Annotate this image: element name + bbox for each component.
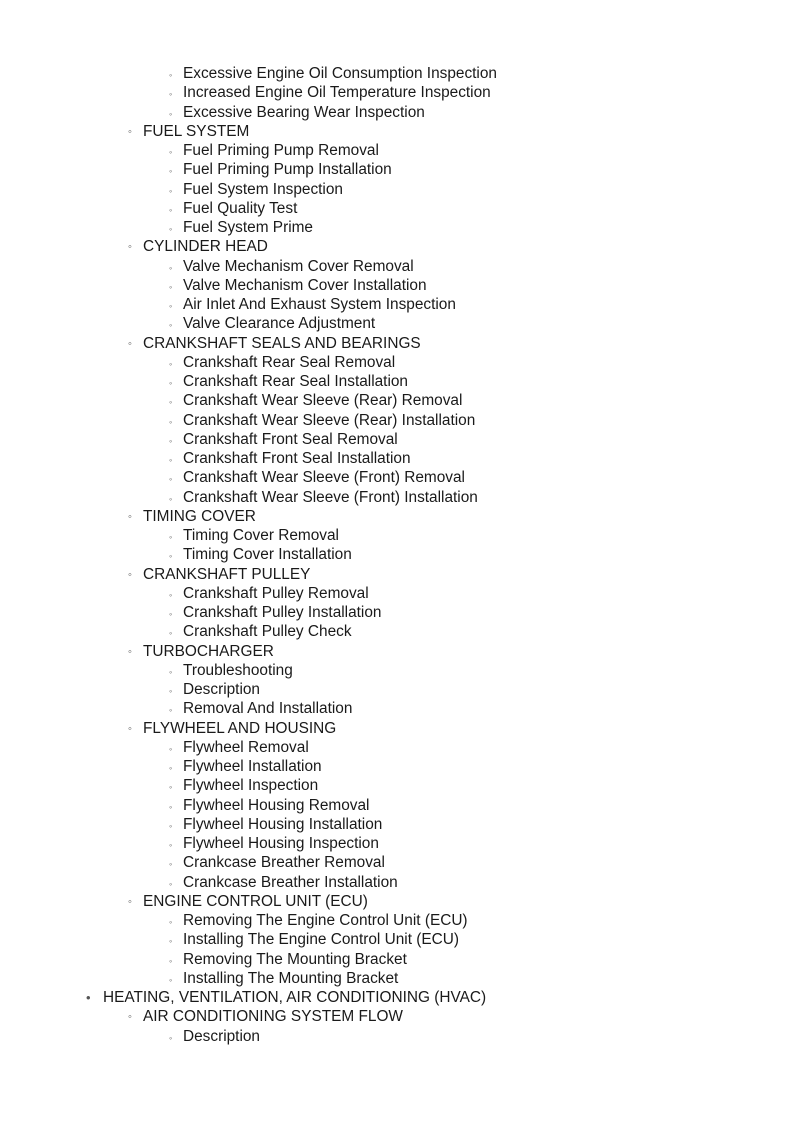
bullet-icon: ◦ bbox=[169, 917, 173, 927]
toc-entry bbox=[0, 218, 794, 237]
toc-entry-label: HEATING, VENTILATION, AIR CONDITIONING (HVAC) bbox=[103, 989, 487, 1006]
bullet-icon: ◦ bbox=[169, 820, 173, 831]
toc-entry-label: AIR CONDITIONING SYSTEM FLOW bbox=[143, 1008, 403, 1026]
toc-entry bbox=[0, 83, 794, 102]
toc-entry-label: Crankshaft Rear Seal Installation bbox=[183, 373, 408, 390]
toc-entry-label: CRANKSHAFT SEALS AND BEARINGS bbox=[143, 334, 421, 352]
bullet-icon: ◦ bbox=[169, 974, 173, 985]
bullet-icon: ◦ bbox=[169, 763, 173, 773]
toc-entry bbox=[0, 430, 794, 449]
toc-entry bbox=[0, 276, 794, 295]
bullet-icon: ◦ bbox=[169, 782, 173, 793]
toc-entry-label: Flywheel Removal bbox=[183, 738, 309, 756]
bullet-icon: ◦ bbox=[169, 262, 173, 273]
toc-entry-label: Fuel Priming Pump Removal bbox=[183, 142, 379, 159]
toc-entry bbox=[0, 680, 794, 699]
toc-entry bbox=[0, 545, 794, 564]
toc-entry-label: Crankshaft Wear Sleeve (Front) Removal bbox=[183, 469, 465, 487]
toc-entry bbox=[0, 853, 794, 872]
bullet-icon: ◦ bbox=[169, 666, 173, 677]
toc-subsection bbox=[0, 334, 794, 353]
toc-entry-label: Crankshaft Wear Sleeve (Front) Installation bbox=[183, 488, 478, 506]
bullet-icon: ◦ bbox=[169, 358, 173, 369]
bullet-icon: ◦ bbox=[169, 204, 173, 215]
toc-entry bbox=[0, 103, 794, 122]
bullet-icon: ◦ bbox=[169, 743, 173, 754]
bullet-icon: ◦ bbox=[128, 241, 132, 254]
toc-subsection bbox=[0, 719, 794, 738]
toc-entry-label: Flywheel Housing Installation bbox=[183, 815, 383, 833]
bullet-icon: ◦ bbox=[169, 301, 173, 311]
bullet-icon: ◦ bbox=[128, 722, 132, 735]
toc-entry-label: Fuel Quality Test bbox=[183, 199, 298, 217]
toc-entry-label: Crankshaft Front Seal Installation bbox=[183, 450, 411, 467]
toc-entry-label: Fuel System Inspection bbox=[183, 180, 343, 198]
toc-entry-label: Removal And Installation bbox=[183, 700, 353, 718]
toc-entry-label: Valve Mechanism Cover Removal bbox=[183, 257, 414, 275]
toc-entry bbox=[0, 1027, 794, 1046]
toc-entry bbox=[0, 411, 794, 430]
bullet-icon: ◦ bbox=[169, 435, 173, 446]
bullet-icon: ◦ bbox=[169, 108, 173, 119]
toc-entry-label: CRANKSHAFT PULLEY bbox=[143, 565, 311, 583]
toc-entry bbox=[0, 314, 794, 333]
toc-entry bbox=[0, 834, 794, 853]
bullet-icon: ◦ bbox=[169, 224, 173, 234]
toc-entry bbox=[0, 757, 794, 776]
toc-entry-label: Valve Mechanism Cover Installation bbox=[183, 276, 427, 294]
toc-entry-label: Fuel System Prime bbox=[183, 219, 313, 236]
bullet-icon: ◦ bbox=[128, 1011, 132, 1024]
toc-entry bbox=[0, 488, 794, 507]
toc-entry-label: Crankshaft Pulley Removal bbox=[183, 584, 369, 602]
toc-entry bbox=[0, 141, 794, 160]
toc-entry bbox=[0, 815, 794, 834]
toc-entry bbox=[0, 353, 794, 372]
bullet-icon: ◦ bbox=[128, 125, 132, 138]
toc-entry-label: Excessive Bearing Wear Inspection bbox=[183, 103, 425, 121]
bullet-icon: ◦ bbox=[169, 493, 173, 504]
toc-entry-label: Flywheel Housing Removal bbox=[183, 796, 370, 814]
toc-subsection bbox=[0, 122, 794, 141]
toc-entry bbox=[0, 526, 794, 545]
bullet-icon: ◦ bbox=[169, 801, 173, 812]
toc-entry-label: TURBOCHARGER bbox=[143, 642, 274, 660]
toc-entry bbox=[0, 64, 794, 83]
toc-subsection bbox=[0, 642, 794, 661]
toc-entry-label: Crankcase Breather Installation bbox=[183, 873, 398, 891]
toc-entry bbox=[0, 468, 794, 487]
bullet-icon: ◦ bbox=[169, 166, 173, 177]
toc-entry-label: Crankshaft Rear Seal Removal bbox=[183, 353, 396, 371]
toc-subsection bbox=[0, 1007, 794, 1026]
toc-entry-label: Crankshaft Wear Sleeve (Rear) Installation bbox=[183, 411, 476, 429]
toc-entry-label: Fuel Priming Pump Installation bbox=[183, 161, 392, 179]
toc-entry bbox=[0, 622, 794, 641]
toc-entry-label: Valve Clearance Adjustment bbox=[183, 315, 376, 333]
bullet-icon: ◦ bbox=[169, 320, 173, 331]
toc-entry bbox=[0, 160, 794, 179]
toc-entry bbox=[0, 257, 794, 276]
toc-entry-label: Description bbox=[183, 1027, 260, 1045]
bullet-icon: ◦ bbox=[169, 70, 173, 80]
toc-entry bbox=[0, 449, 794, 468]
toc-entry-label: Installing The Mounting Bracket bbox=[183, 969, 399, 987]
toc-subsection bbox=[0, 892, 794, 911]
bullet-icon: ◦ bbox=[169, 397, 173, 408]
toc-entry bbox=[0, 950, 794, 969]
bullet-icon: ◦ bbox=[128, 645, 132, 658]
bullet-icon: ◦ bbox=[169, 378, 173, 388]
bullet-icon: ◦ bbox=[128, 337, 132, 350]
toc-entry-label: Troubleshooting bbox=[183, 661, 293, 679]
bullet-icon: ◦ bbox=[169, 686, 173, 696]
bullet-icon: ◦ bbox=[169, 955, 173, 966]
bullet-icon: ◦ bbox=[128, 895, 132, 908]
toc-entry bbox=[0, 699, 794, 718]
toc-entry bbox=[0, 372, 794, 391]
toc-entry-label: Timing Cover Installation bbox=[183, 546, 352, 564]
bullet-icon: ◦ bbox=[128, 510, 132, 523]
bullet-icon: ◦ bbox=[169, 532, 173, 542]
bullet-icon: ◦ bbox=[128, 568, 132, 581]
toc-entry-label: FUEL SYSTEM bbox=[143, 122, 250, 140]
bullet-icon: ◦ bbox=[169, 455, 173, 465]
toc-entry-label: Crankshaft Pulley Check bbox=[183, 623, 352, 641]
toc-entry bbox=[0, 391, 794, 410]
toc-entry-label: Flywheel Installation bbox=[183, 758, 322, 775]
toc-entry bbox=[0, 911, 794, 930]
toc-entry-label: Installing The Engine Control Unit (ECU) bbox=[183, 931, 460, 949]
bullet-icon: ◦ bbox=[169, 89, 173, 100]
toc-entry-label: Crankcase Breather Removal bbox=[183, 854, 385, 872]
toc-entry-label: ENGINE CONTROL UNIT (ECU) bbox=[143, 892, 368, 910]
bullet-icon: ◦ bbox=[169, 416, 173, 427]
toc-entry bbox=[0, 295, 794, 314]
bullet-icon: • bbox=[86, 990, 91, 1005]
toc-entry-label: Crankshaft Front Seal Removal bbox=[183, 430, 398, 448]
toc-entry-label: Description bbox=[183, 681, 260, 698]
bullet-icon: ◦ bbox=[169, 185, 173, 196]
toc-entry-label: Crankshaft Pulley Installation bbox=[183, 604, 382, 621]
bullet-icon: ◦ bbox=[169, 551, 173, 562]
toc-entry-label: Air Inlet And Exhaust System Inspection bbox=[183, 296, 456, 313]
toc-entry bbox=[0, 199, 794, 218]
toc-entry bbox=[0, 661, 794, 680]
toc-entry-label: TIMING COVER bbox=[143, 507, 256, 525]
toc-entry-label: Flywheel Inspection bbox=[183, 777, 319, 795]
toc-entry-label: Removing The Engine Control Unit (ECU) bbox=[183, 912, 468, 929]
toc-entry bbox=[0, 738, 794, 757]
bullet-icon: ◦ bbox=[169, 859, 173, 870]
toc-entry bbox=[0, 796, 794, 815]
bullet-icon: ◦ bbox=[169, 1032, 173, 1043]
toc-subsection bbox=[0, 565, 794, 584]
toc-entry bbox=[0, 180, 794, 199]
bullet-icon: ◦ bbox=[169, 589, 173, 600]
bullet-icon: ◦ bbox=[169, 878, 173, 889]
toc-entry bbox=[0, 969, 794, 988]
toc-entry-label: Increased Engine Oil Temperature Inspection bbox=[183, 84, 491, 102]
bullet-icon: ◦ bbox=[169, 474, 173, 485]
toc-entry-label: CYLINDER HEAD bbox=[143, 238, 268, 256]
toc-entry-label: Excessive Engine Oil Consumption Inspection bbox=[183, 65, 497, 82]
toc-entry bbox=[0, 873, 794, 892]
toc-entry bbox=[0, 584, 794, 603]
table-of-contents bbox=[0, 64, 794, 1046]
bullet-icon: ◦ bbox=[169, 628, 173, 639]
toc-entry-label: Crankshaft Wear Sleeve (Rear) Removal bbox=[183, 392, 463, 410]
toc-entry-label: Timing Cover Removal bbox=[183, 527, 339, 544]
toc-entry bbox=[0, 930, 794, 949]
toc-subsection bbox=[0, 237, 794, 256]
toc-entry-label: Flywheel Housing Inspection bbox=[183, 835, 379, 852]
bullet-icon: ◦ bbox=[169, 705, 173, 716]
bullet-icon: ◦ bbox=[169, 609, 173, 619]
toc-entry bbox=[0, 603, 794, 622]
bullet-icon: ◦ bbox=[169, 840, 173, 850]
toc-entry-label: Removing The Mounting Bracket bbox=[183, 950, 407, 968]
toc-subsection bbox=[0, 507, 794, 526]
toc-section bbox=[0, 988, 794, 1007]
toc-entry bbox=[0, 776, 794, 795]
bullet-icon: ◦ bbox=[169, 147, 173, 157]
bullet-icon: ◦ bbox=[169, 936, 173, 947]
toc-entry-label: FLYWHEEL AND HOUSING bbox=[143, 719, 337, 737]
bullet-icon: ◦ bbox=[169, 281, 173, 292]
